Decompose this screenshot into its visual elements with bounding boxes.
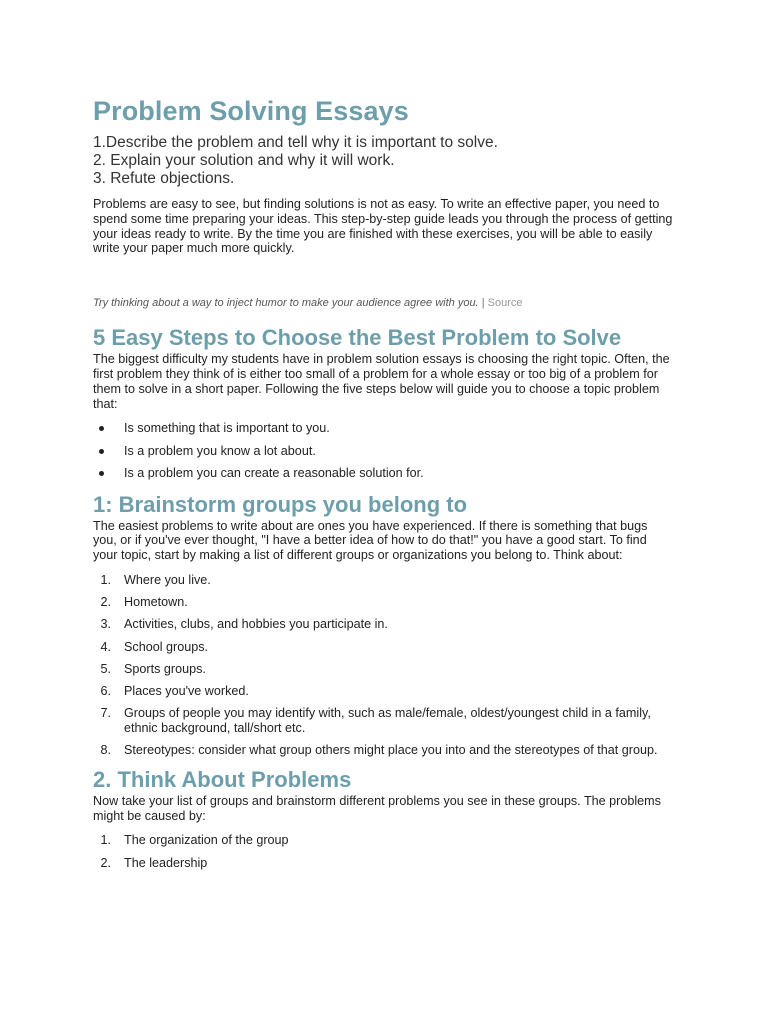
section-paragraph: The biggest difficulty my students have in problem solution essays is choosing the right topic. Often, the first problem they think of is either too small of a problem for a whole essay or too big of a problem for them to solve in a short paper. Following the five steps below will guide you to choose a topic problem that: — [93, 352, 670, 411]
list-number: 3. — [100, 617, 111, 632]
list-item-text: Is a problem you know a lot about. — [124, 443, 316, 458]
bullet-icon — [99, 471, 104, 476]
list-item — [93, 617, 673, 632]
list-item — [93, 743, 673, 758]
list-item-text: Where you live. — [124, 572, 211, 587]
caption-separator: | — [481, 297, 485, 310]
caption-text: Try thinking about a way to inject humor to make your audience agree with you. — [93, 297, 479, 310]
list-item-text: School groups. — [124, 639, 209, 654]
caption-source-link[interactable]: Source — [487, 297, 523, 310]
list-item — [93, 856, 673, 871]
list-item — [93, 833, 673, 848]
list-number: 1. — [100, 833, 111, 848]
intro-paragraph: Problems are easy to see, but finding solutions is not as easy. To write an effective paper, you need to spend some time preparing your ideas. This step-by-step guide leads you through the process of getting your ideas ready to write. By the time you are finished with these exercises, you will be able to easily write your paper much more quickly. — [93, 197, 673, 256]
list-number: 4. — [100, 639, 111, 654]
list-number: 2. — [100, 855, 111, 870]
list-item-text: Is a problem you can create a reasonable solution for. — [124, 465, 424, 480]
list-number: 6. — [100, 683, 111, 698]
list-item — [93, 444, 673, 459]
list-item — [93, 421, 673, 436]
list-number: 8. — [100, 743, 111, 758]
list-item — [93, 466, 673, 481]
list-number: 7. — [100, 706, 111, 721]
list-item-text: Groups of people you may identify with, such as male/female, oldest/youngest child in a family, ethnic background, tall/short etc. — [124, 706, 651, 735]
list-item-text: The leadership — [124, 855, 208, 870]
intro-step: 2. Explain your solution and why it will work. — [93, 152, 395, 169]
list-item-text: Activities, clubs, and hobbies you participate in. — [124, 617, 388, 632]
page-title: Problem Solving Essays — [93, 96, 409, 126]
image-caption — [93, 296, 673, 310]
list-number: 5. — [100, 661, 111, 676]
list-item — [93, 573, 673, 588]
section-paragraph: The easiest problems to write about are ones you have experienced. If there is something that bugs you, or if you've ever thought, "I have a better idea of how to do that!" you have a good start. To find your topic, start by making a list of different groups or organizations you belong to. Think about: — [93, 518, 648, 563]
intro-step: 1.Describe the problem and tell why it is important to solve. — [93, 134, 498, 151]
bullet-icon — [99, 426, 104, 431]
list-item-text: The organization of the group — [124, 833, 289, 848]
section-heading: 2. Think About Problems — [93, 766, 352, 792]
intro-step: 3. Refute objections. — [93, 170, 235, 187]
list-number: 1. — [100, 572, 111, 587]
bullet-list — [93, 421, 673, 480]
list-item-text: Sports groups. — [124, 661, 206, 676]
list-item-text: Is something that is important to you. — [124, 421, 330, 436]
intro-steps — [93, 134, 673, 188]
section-heading: 1: Brainstorm groups you belong to — [93, 491, 468, 517]
list-item — [93, 595, 673, 610]
list-item-text: Places you've worked. — [124, 683, 249, 698]
list-item-text: Hometown. — [124, 595, 188, 610]
numbered-list — [93, 833, 673, 870]
numbered-list — [93, 573, 673, 758]
list-item — [93, 640, 673, 655]
section-heading: 5 Easy Steps to Choose the Best Problem to Solve — [93, 325, 622, 351]
list-item — [93, 662, 673, 677]
bullet-icon — [99, 449, 104, 454]
list-number: 2. — [100, 595, 111, 610]
section-paragraph: Now take your list of groups and brainstorm different problems you see in these groups. The problems might be caused by: — [93, 793, 661, 823]
list-item — [93, 684, 673, 699]
document-content — [93, 94, 673, 878]
list-item — [93, 706, 673, 736]
list-item-text: Stereotypes: consider what group others might place you into and the stereotypes of that group. — [124, 743, 658, 758]
